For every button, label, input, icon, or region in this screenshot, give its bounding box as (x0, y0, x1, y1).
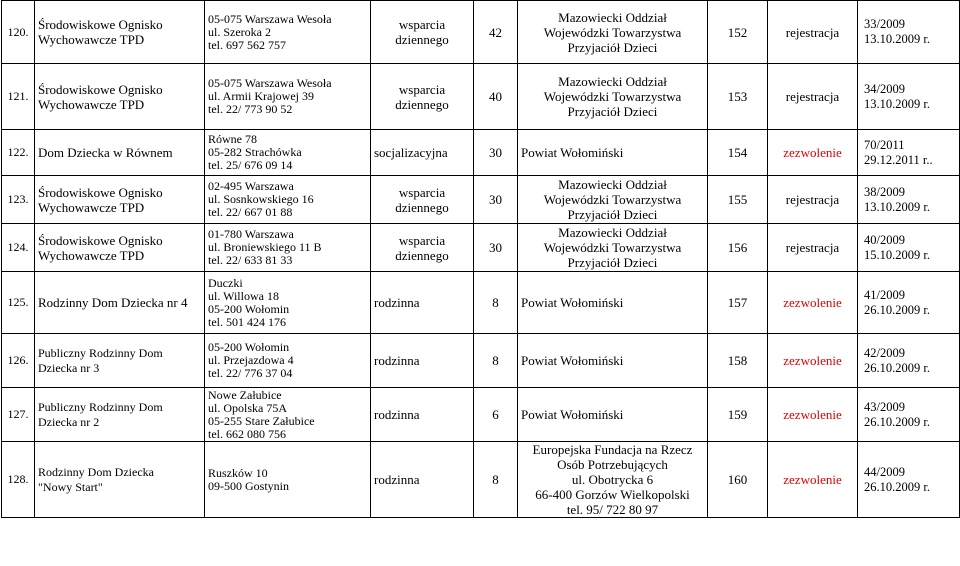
decision (858, 442, 960, 518)
decision-line: 38/2009 (864, 184, 905, 199)
address-line: Równe 78 (208, 132, 257, 146)
facility-address (205, 1, 371, 64)
table-row (2, 442, 960, 518)
facility-name (35, 130, 205, 176)
decision-line: 13.10.2009 r. (864, 96, 930, 111)
capacity: 40 (474, 64, 518, 130)
register-type: rejestracja (768, 224, 858, 272)
operator-line: Wojewódzki Towarzystwa (543, 24, 682, 40)
operator-line: Osób Potrzebujących (557, 457, 668, 472)
operator-line: Przyjaciół Dzieci (567, 255, 658, 270)
operator-line: Europejska Fundacja na Rzecz (532, 442, 693, 457)
facility-type (371, 272, 474, 334)
register-type: zezwolenie (768, 442, 858, 518)
facility-name-line: Publiczny Rodzinny Dom (38, 399, 163, 414)
operator (518, 224, 708, 272)
register-type: zezwolenie (768, 130, 858, 176)
address-line: Nowe Załubice (208, 387, 282, 402)
decision-line: 15.10.2009 r. (864, 247, 930, 262)
address-line: ul. Szeroka 2 (208, 24, 271, 39)
decision-line: 41/2009 (864, 287, 905, 302)
facility-name (35, 224, 205, 272)
decision-line: 26.10.2009 r. (864, 360, 930, 375)
capacity: 30 (474, 130, 518, 176)
operator (518, 442, 708, 518)
facility-name-line: Środowiskowe Ognisko (38, 232, 163, 248)
capacity: 8 (474, 334, 518, 388)
register-number: 152 (708, 1, 768, 64)
facility-address (205, 272, 371, 334)
facility-type-line: rodzinna (374, 407, 420, 422)
address-line: tel. 697 562 757 (208, 37, 286, 52)
table-row (2, 388, 960, 442)
register-type: zezwolenie (768, 388, 858, 442)
decision (858, 224, 960, 272)
address-line: 05-075 Warszawa Wesoła (208, 76, 332, 90)
operator-line: Wojewódzki Towarzystwa (543, 192, 682, 207)
operator-line: tel. 95/ 722 80 97 (566, 502, 659, 517)
facility-type-line: dziennego (395, 96, 449, 112)
register-number: 158 (708, 334, 768, 388)
facility-name-line: Dziecka nr 3 (38, 360, 100, 375)
register-type: rejestracja (768, 64, 858, 130)
facility-name-line: Wychowawcze TPD (38, 247, 145, 263)
facility-address (205, 224, 371, 272)
decision-line: 26.10.2009 r. (864, 302, 930, 317)
facility-name-line: Dom Dziecka w Równem (38, 145, 173, 160)
facility-type-line: wsparcia (398, 17, 446, 32)
decision (858, 334, 960, 388)
address-line: tel. 25/ 676 09 14 (208, 158, 293, 172)
register-type: rejestracja (768, 1, 858, 64)
capacity: 6 (474, 388, 518, 442)
decision-line: 42/2009 (864, 345, 905, 360)
operator (518, 130, 708, 176)
decision (858, 272, 960, 334)
operator (518, 176, 708, 224)
decision-line: 13.10.2009 r. (864, 199, 930, 214)
capacity: 30 (474, 176, 518, 224)
operator-line: Mazowiecki Oddział (558, 74, 667, 89)
address-line: ul. Przejazdowa 4 (208, 353, 294, 367)
facility-type-line: wsparcia (398, 184, 446, 200)
facility-name-line: Wychowawcze TPD (38, 199, 145, 215)
facility-type (371, 1, 474, 64)
facility-type-line: dziennego (395, 199, 449, 215)
capacity: 42 (474, 1, 518, 64)
decision-line: 70/2011 (864, 137, 905, 152)
address-line: Ruszków 10 (208, 465, 268, 480)
facility-name (35, 176, 205, 224)
address-line: 05-282 Strachówka (208, 145, 302, 159)
address-line: 02-495 Warszawa (208, 179, 294, 193)
facility-address (205, 388, 371, 442)
register-number: 155 (708, 176, 768, 224)
operator-line: Mazowiecki Oddział (558, 177, 667, 192)
facility-type (371, 224, 474, 272)
operator-line: Powiat Wołomiński (521, 407, 624, 422)
register-type: rejestracja (768, 176, 858, 224)
facility-address (205, 64, 371, 130)
decision-line: 44/2009 (864, 464, 905, 479)
facility-type (371, 442, 474, 518)
address-line: Duczki (208, 275, 243, 290)
facility-name-line: Rodzinny Dom Dziecka (38, 464, 154, 479)
decision-line: 13.10.2009 r. (864, 32, 930, 46)
facility-name-line: Wychowawcze TPD (38, 32, 145, 47)
register-number: 159 (708, 388, 768, 442)
address-line: 05-075 Warszawa Wesoła (208, 11, 332, 26)
capacity: 30 (474, 224, 518, 272)
row-number: 128. (2, 442, 35, 518)
operator-line: ul. Obotrycka 6 (571, 472, 654, 487)
facility-name (35, 64, 205, 130)
decision-line: 29.12.2011 r.. (864, 152, 933, 167)
operator (518, 388, 708, 442)
facility-name-line: Środowiskowe Ognisko (38, 17, 163, 32)
facility-name-line: Dziecka nr 2 (38, 414, 100, 429)
operator-line: Wojewódzki Towarzystwa (543, 240, 682, 255)
operator (518, 334, 708, 388)
facility-type-line: dziennego (395, 247, 449, 263)
facility-type-line: wsparcia (398, 81, 446, 97)
operator-line: Powiat Wołomiński (521, 295, 624, 310)
facility-address (205, 130, 371, 176)
decision-line: 26.10.2009 r. (864, 479, 930, 494)
facility-name (35, 334, 205, 388)
row-number: 124. (2, 224, 35, 272)
address-line: 01-780 Warszawa (208, 227, 294, 241)
address-line: ul. Broniewskiego 11 B (208, 240, 322, 254)
decision (858, 176, 960, 224)
register-number: 153 (708, 64, 768, 130)
operator-line: Mazowiecki Oddział (558, 9, 667, 25)
decision-line: 43/2009 (864, 399, 905, 414)
register-type: zezwolenie (768, 272, 858, 334)
operator-line: Wojewódzki Towarzystwa (543, 89, 682, 104)
capacity: 8 (474, 272, 518, 334)
address-line: 05-200 Wołomin (208, 340, 290, 354)
address-line: tel. 22/ 773 90 52 (208, 102, 293, 116)
row-number: 127. (2, 388, 35, 442)
operator-line: Powiat Wołomiński (521, 353, 624, 368)
operator-line: Przyjaciół Dzieci (567, 207, 658, 222)
facility-type (371, 64, 474, 130)
facility-name-line: Środowiskowe Ognisko (38, 184, 163, 200)
table-body (2, 1, 960, 518)
address-line: ul. Armii Krajowej 39 (208, 89, 314, 103)
facility-type (371, 388, 474, 442)
facility-name (35, 272, 205, 334)
table-row (2, 272, 960, 334)
address-line: 05-255 Stare Załubice (208, 413, 315, 428)
address-line: tel. 662 080 756 (208, 426, 286, 441)
facility-address (205, 442, 371, 518)
row-number: 125. (2, 272, 35, 334)
decision-line: 34/2009 (864, 81, 905, 96)
address-line: tel. 22/ 633 81 33 (208, 253, 293, 267)
facility-name (35, 388, 205, 442)
decision (858, 130, 960, 176)
decision (858, 388, 960, 442)
register-number: 160 (708, 442, 768, 518)
row-number: 120. (2, 1, 35, 64)
row-number: 123. (2, 176, 35, 224)
address-line: tel. 22/ 776 37 04 (208, 366, 293, 380)
decision (858, 1, 960, 64)
address-line: ul. Willowa 18 (208, 288, 279, 303)
facility-type-line: socjalizacyjna (374, 145, 448, 160)
facility-type (371, 176, 474, 224)
facility-type-line: dziennego (395, 32, 449, 47)
table-row (2, 64, 960, 130)
registry-table (1, 0, 960, 518)
facility-name-line: Środowiskowe Ognisko (38, 81, 163, 97)
facility-name-line: Publiczny Rodzinny Dom (38, 345, 163, 360)
operator-line: 66-400 Gorzów Wielkopolski (535, 487, 690, 502)
address-line: tel. 501 424 176 (208, 314, 286, 329)
register-number: 156 (708, 224, 768, 272)
address-line: 05-200 Wołomin (208, 301, 290, 316)
table-row (2, 130, 960, 176)
decision (858, 64, 960, 130)
facility-address (205, 176, 371, 224)
facility-type-line: rodzinna (374, 353, 420, 368)
facility-name-line: Wychowawcze TPD (38, 96, 145, 112)
address-line: ul. Opolska 75A (208, 400, 287, 415)
table-row (2, 334, 960, 388)
facility-type (371, 130, 474, 176)
facility-type (371, 334, 474, 388)
operator (518, 64, 708, 130)
facility-type-line: wsparcia (398, 232, 446, 248)
row-number: 122. (2, 130, 35, 176)
operator-line: Przyjaciół Dzieci (567, 104, 658, 119)
row-number: 126. (2, 334, 35, 388)
facility-name-line: Rodzinny Dom Dziecka nr 4 (38, 295, 188, 310)
facility-address (205, 334, 371, 388)
operator (518, 272, 708, 334)
operator (518, 1, 708, 64)
decision-line: 33/2009 (864, 17, 905, 31)
facility-name (35, 442, 205, 518)
register-number: 157 (708, 272, 768, 334)
address-line: 09-500 Gostynin (208, 478, 289, 493)
operator-line: Mazowiecki Oddział (558, 225, 667, 240)
decision-line: 26.10.2009 r. (864, 414, 930, 429)
address-line: tel. 22/ 667 01 88 (208, 205, 293, 219)
address-line: ul. Sosnkowskiego 16 (208, 192, 314, 206)
register-number: 154 (708, 130, 768, 176)
decision-line: 40/2009 (864, 232, 905, 247)
facility-name (35, 1, 205, 64)
table-row (2, 1, 960, 64)
table-row (2, 176, 960, 224)
operator-line: Powiat Wołomiński (521, 145, 624, 160)
facility-type-line: rodzinna (374, 295, 420, 310)
table-row (2, 224, 960, 272)
row-number: 121. (2, 64, 35, 130)
facility-name-line: "Nowy Start" (38, 479, 103, 494)
register-type: zezwolenie (768, 334, 858, 388)
operator-line: Przyjaciół Dzieci (567, 39, 658, 55)
facility-type-line: rodzinna (374, 472, 420, 487)
capacity: 8 (474, 442, 518, 518)
